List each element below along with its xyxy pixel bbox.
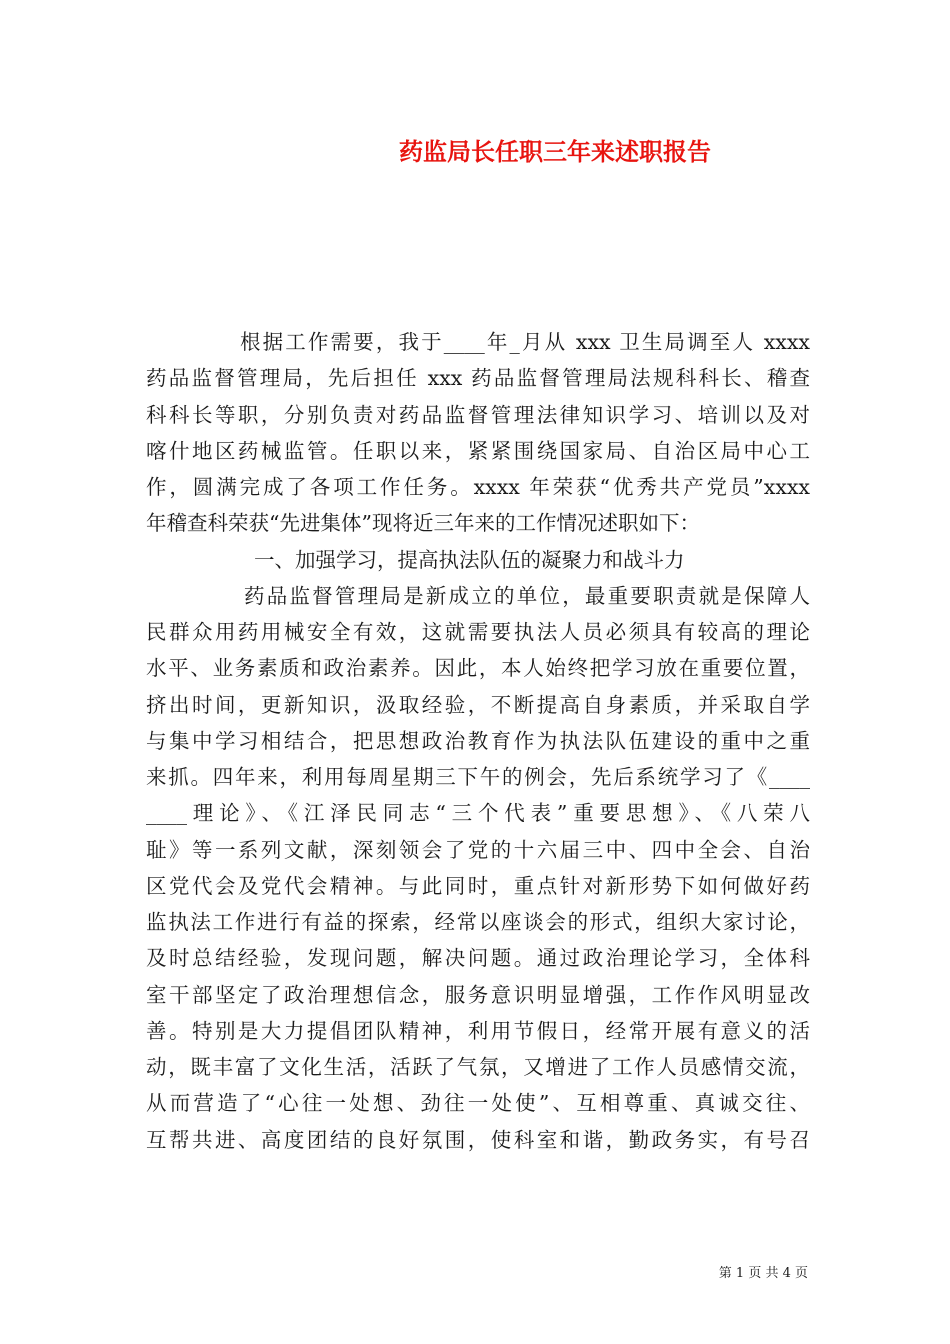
body-line: 年稽查科荣获“先进集体”现将近三年来的工作情况述职如下： bbox=[146, 511, 700, 536]
body-line: ____理论》、《江泽民同志“三个代表”重要思想》、《八荣八 bbox=[146, 801, 810, 826]
body-line: 药品监督管理局，先后担任 xxx 药品监督管理局法规科科长、稽查 bbox=[146, 366, 810, 391]
body-line: 从而营造了“心往一处想、劲往一处使”、互相尊重、真诚交往、 bbox=[146, 1091, 810, 1116]
body-line: 来抓。四年来，利用每周星期三下午的例会，先后系统学习了《____ bbox=[146, 765, 810, 789]
body-line: 药品监督管理局是新成立的单位，最重要职责就是保障人 bbox=[244, 583, 810, 608]
body-line: 室干部坚定了政治理想信念，服务意识明显增强，工作作风明显改 bbox=[146, 982, 810, 1007]
body-line: 挤出时间，更新知识，汲取经验，不断提高自身素质，并采取自学 bbox=[146, 692, 810, 717]
body-line: 互帮共进、高度团结的良好氛围，使科室和谐，勤政务实，有号召 bbox=[146, 1127, 810, 1152]
page-number-footer: 第 1 页 共 4 页 bbox=[718, 1266, 808, 1281]
body-line: 与集中学习相结合，把思想政治教育作为执法队伍建设的重中之重 bbox=[146, 728, 810, 753]
body-line: 科科长等职，分别负责对药品监督管理法律知识学习、培训以及对 bbox=[146, 402, 810, 427]
document-title: 药监局长任职三年来述职报告 bbox=[399, 137, 711, 166]
body-line: 水平、业务素质和政治素养。因此，本人始终把学习放在重要位置， bbox=[146, 656, 810, 681]
body-line: 根据工作需要，我于____年_月从 xxx 卫生局调至人 xxxx bbox=[240, 330, 810, 354]
body-line: 善。特别是大力提倡团队精神，利用节假日，经常开展有意义的活 bbox=[146, 1018, 810, 1043]
body-line: 民群众用药用械安全有效，这就需要执法人员必须具有较高的理论 bbox=[146, 620, 810, 644]
body-line: 耻》等一系列文献，深刻领会了党的十六届三中、四中全会、自治 bbox=[146, 837, 810, 862]
body-line: 喀什地区药械监管。任职以来，紧紧围绕国家局、自治区局中心工 bbox=[146, 438, 810, 463]
section-heading: 一、加强学习，提高执法队伍的凝聚力和战斗力 bbox=[254, 547, 685, 572]
body-line: 作，圆满完成了各项工作任务。xxxx 年荣获“优秀共产党员”xxxx bbox=[146, 475, 810, 499]
document-body bbox=[146, 324, 810, 1158]
body-line: 动，既丰富了文化生活，活跃了气氛，又增进了工作人员感情交流， bbox=[146, 1055, 810, 1079]
body-line: 及时总结经验，发现问题，解决问题。通过政治理论学习，全体科 bbox=[146, 946, 810, 971]
body-line: 区党代会及党代会精神。与此同时，重点针对新形势下如何做好药 bbox=[146, 873, 810, 898]
body-line: 监执法工作进行有益的探索，经常以座谈会的形式，组织大家讨论， bbox=[146, 910, 810, 934]
